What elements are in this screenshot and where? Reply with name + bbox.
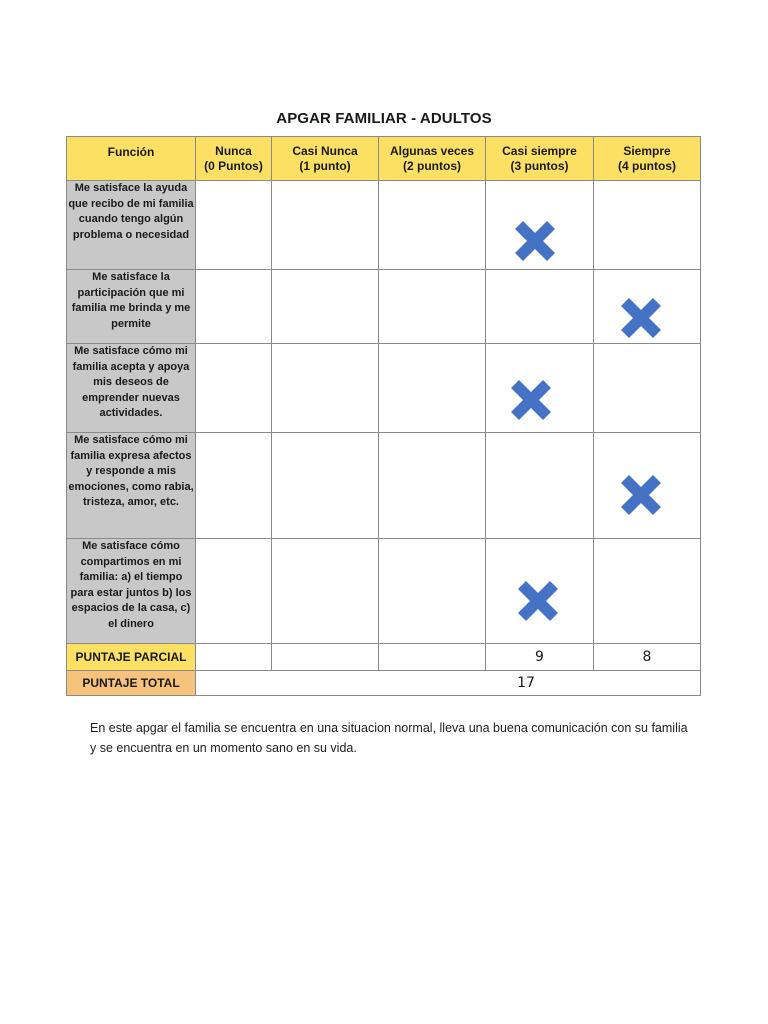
- cell-casi-siempre: [486, 270, 594, 344]
- cell-algunas-veces: [379, 539, 486, 644]
- header-algunas-veces-label: Algunas veces: [389, 143, 475, 158]
- header-siempre-points: (4 puntos): [618, 158, 676, 173]
- cell-siempre: [594, 181, 701, 270]
- header-funcion: [67, 137, 196, 181]
- cell-nunca: [196, 181, 272, 270]
- header-row: [67, 137, 701, 181]
- parcial-algunas-veces: [379, 644, 486, 671]
- parcial-casi-nunca: [272, 644, 379, 671]
- cell-casi-nunca: [272, 181, 379, 270]
- table-row: [67, 270, 701, 344]
- puntaje-total-value: [196, 671, 701, 696]
- x-mark-icon: [619, 296, 663, 340]
- x-mark-icon: [513, 219, 557, 263]
- cell-nunca: [196, 270, 272, 344]
- header-casi-siempre-points: (3 puntos): [510, 158, 569, 173]
- header-nunca-points: (0 Puntos): [204, 158, 263, 173]
- x-mark-icon: [516, 579, 560, 623]
- cell-nunca: [196, 433, 272, 539]
- header-nunca: [196, 137, 272, 181]
- header-casi-nunca: [272, 137, 379, 181]
- cell-siempre: [594, 344, 701, 433]
- cell-siempre: [594, 539, 701, 644]
- cell-casi-siempre: [486, 344, 594, 433]
- header-algunas-veces: [379, 137, 486, 181]
- header-siempre-label: Siempre: [623, 143, 671, 158]
- table-row: [67, 181, 701, 270]
- header-algunas-veces-points: (2 puntos): [403, 158, 461, 173]
- header-casi-siempre-label: Casi siempre: [502, 143, 577, 158]
- table-row: [67, 539, 701, 644]
- cell-algunas-veces: [379, 181, 486, 270]
- cell-siempre: [594, 270, 701, 344]
- header-funcion-label: Función: [107, 145, 155, 159]
- cell-casi-nunca: [272, 433, 379, 539]
- row-function-text: Me satisface cómo compartimos en mi familia: a) el tiempo para estar juntos b) los espacios de la casa, c) el dinero: [67, 539, 196, 644]
- header-siempre: [594, 137, 701, 181]
- cell-siempre: [594, 433, 701, 539]
- cell-casi-nunca: [272, 344, 379, 433]
- cell-algunas-veces: [379, 270, 486, 344]
- row-function-text: Me satisface cómo mi familia acepta y apoya mis deseos de emprender nuevas actividades.: [67, 344, 196, 433]
- puntaje-parcial-label: PUNTAJE PARCIAL: [67, 644, 196, 671]
- header-casi-nunca-points: (1 punto): [299, 158, 351, 173]
- cell-casi-nunca: [272, 270, 379, 344]
- x-mark-icon: [509, 378, 553, 422]
- puntaje-parcial-row: [67, 644, 701, 671]
- header-nunca-label: Nunca: [215, 143, 252, 158]
- table-row: [67, 433, 701, 539]
- row-function-text: Me satisface cómo mi familia expresa afectos y responde a mis emociones, como rabia, tristeza, amor, etc.: [67, 433, 196, 539]
- cell-casi-siempre: [486, 433, 594, 539]
- apgar-table: [66, 136, 701, 696]
- cell-casi-siempre: [486, 181, 594, 270]
- cell-casi-nunca: [272, 539, 379, 644]
- header-casi-nunca-label: Casi Nunca: [292, 143, 358, 158]
- cell-casi-siempre: [486, 539, 594, 644]
- cell-algunas-veces: [379, 433, 486, 539]
- puntaje-total-row: [67, 671, 701, 696]
- puntaje-total-label: PUNTAJE TOTAL: [67, 671, 196, 696]
- cell-nunca: [196, 539, 272, 644]
- header-casi-siempre: [486, 137, 594, 181]
- conclusion-text: En este apgar el familia se encuentra en una situacion normal, lleva una buena comunicación con su familia y se encuentra en un momento sano en su vida.: [90, 721, 688, 755]
- parcial-casi-siempre-value: 9: [486, 644, 594, 671]
- row-function-text: Me satisface la participación que mi familia me brinda y me permite: [67, 270, 196, 344]
- cell-algunas-veces: [379, 344, 486, 433]
- parcial-nunca: [196, 644, 272, 671]
- parcial-siempre-value: 8: [594, 644, 701, 671]
- x-mark-icon: [619, 473, 663, 517]
- cell-nunca: [196, 344, 272, 433]
- row-function-text: Me satisface la ayuda que recibo de mi familia cuando tengo algún problema o necesidad: [67, 181, 196, 270]
- puntaje-total-number: 17: [517, 675, 535, 691]
- document-title: APGAR FAMILIAR - ADULTOS: [276, 110, 492, 127]
- table-row: [67, 344, 701, 433]
